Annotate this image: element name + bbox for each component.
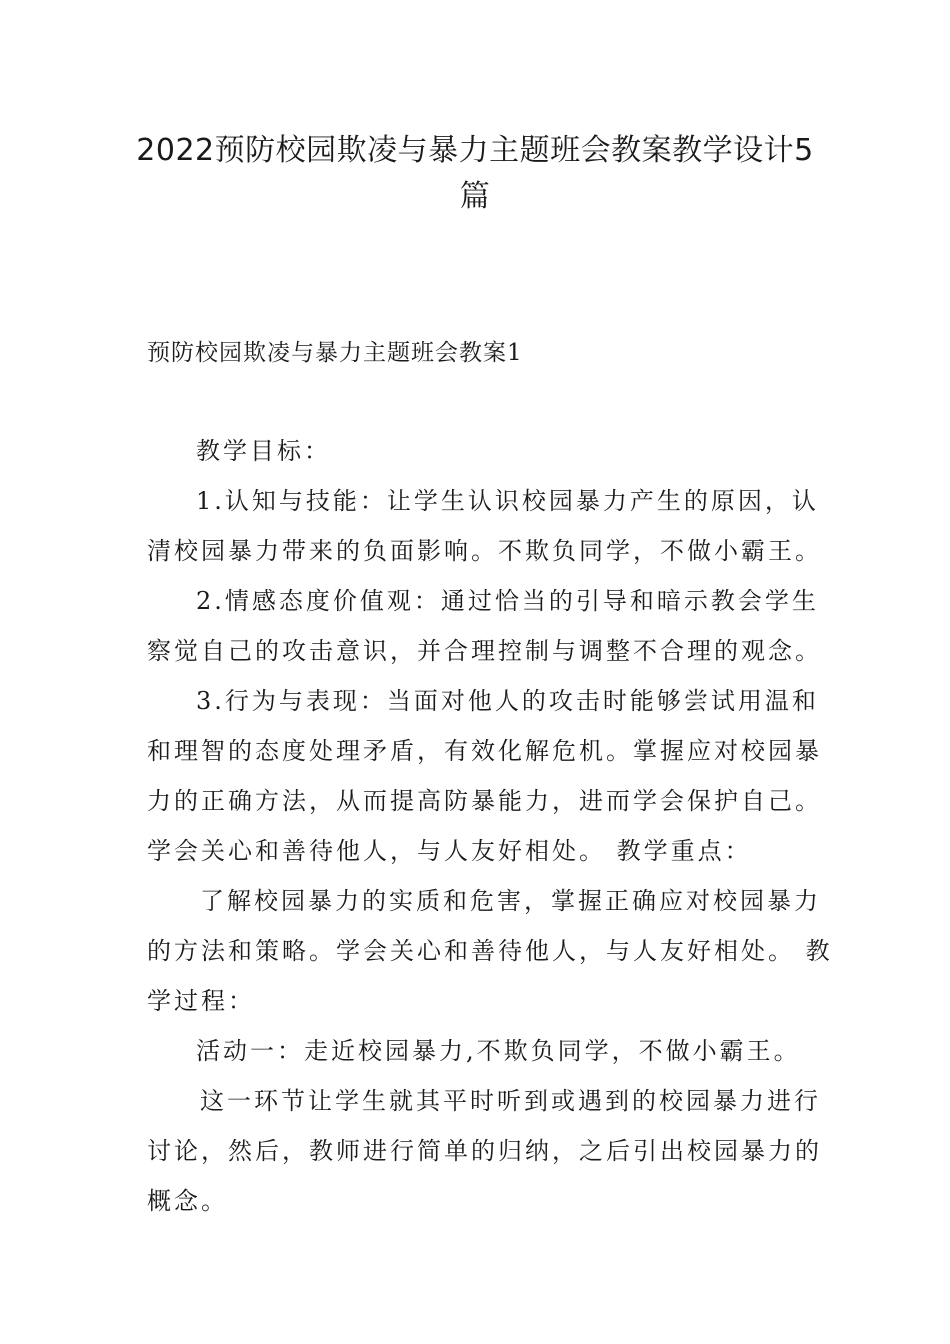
paragraph-line: 的方法和策略。学会关心和善待他人，与人友好相处。 教 <box>147 937 833 965</box>
paragraph-line: 教学目标： <box>196 437 331 465</box>
paragraph-line: 概念。 <box>147 1187 228 1215</box>
paragraph-line: 察觉自己的攻击意识，并合理控制与调整不合理的观念。 <box>147 637 822 665</box>
paragraph-line: 2.情感态度价值观：通过恰当的引导和暗示教会学生 <box>196 587 819 615</box>
paragraph-line: 和理智的态度处理矛盾，有效化解危机。掌握应对校园暴 <box>147 737 822 765</box>
paragraph-line: 力的正确方法，从而提高防暴能力，进而学会保护自己。 <box>147 787 822 815</box>
paragraph-line: 这一环节让学生就其平时听到或遇到的校园暴力进行 <box>200 1087 821 1115</box>
paragraph-line: 学过程： <box>147 987 255 1015</box>
paragraph-line: 讨论，然后，教师进行简单的归纳，之后引出校园暴力的 <box>147 1137 822 1165</box>
section-heading: 预防校园欺凌与暴力主题班会教案1 <box>147 340 523 366</box>
paragraph-line: 学会关心和善待他人，与人友好相处。 教学重点： <box>147 837 752 865</box>
paragraph-line: 1.认知与技能：让学生认识校园暴力产生的原因，认 <box>196 487 819 515</box>
paragraph-line: 了解校园暴力的实质和危害，掌握正确应对校园暴力 <box>200 887 821 915</box>
paragraph-line: 活动一：走近校园暴力,不欺负同学，不做小霸王。 <box>196 1037 801 1065</box>
paragraph-line: 清校园暴力带来的负面影响。不欺负同学，不做小霸王。 <box>147 537 822 565</box>
paragraph-line: 3.行为与表现：当面对他人的攻击时能够尝试用温和 <box>196 687 819 715</box>
document-title-line-1: 2022预防校园欺凌与暴力主题班会教案教学设计5 <box>136 133 814 168</box>
document-title-line-2: 篇 <box>459 179 491 214</box>
